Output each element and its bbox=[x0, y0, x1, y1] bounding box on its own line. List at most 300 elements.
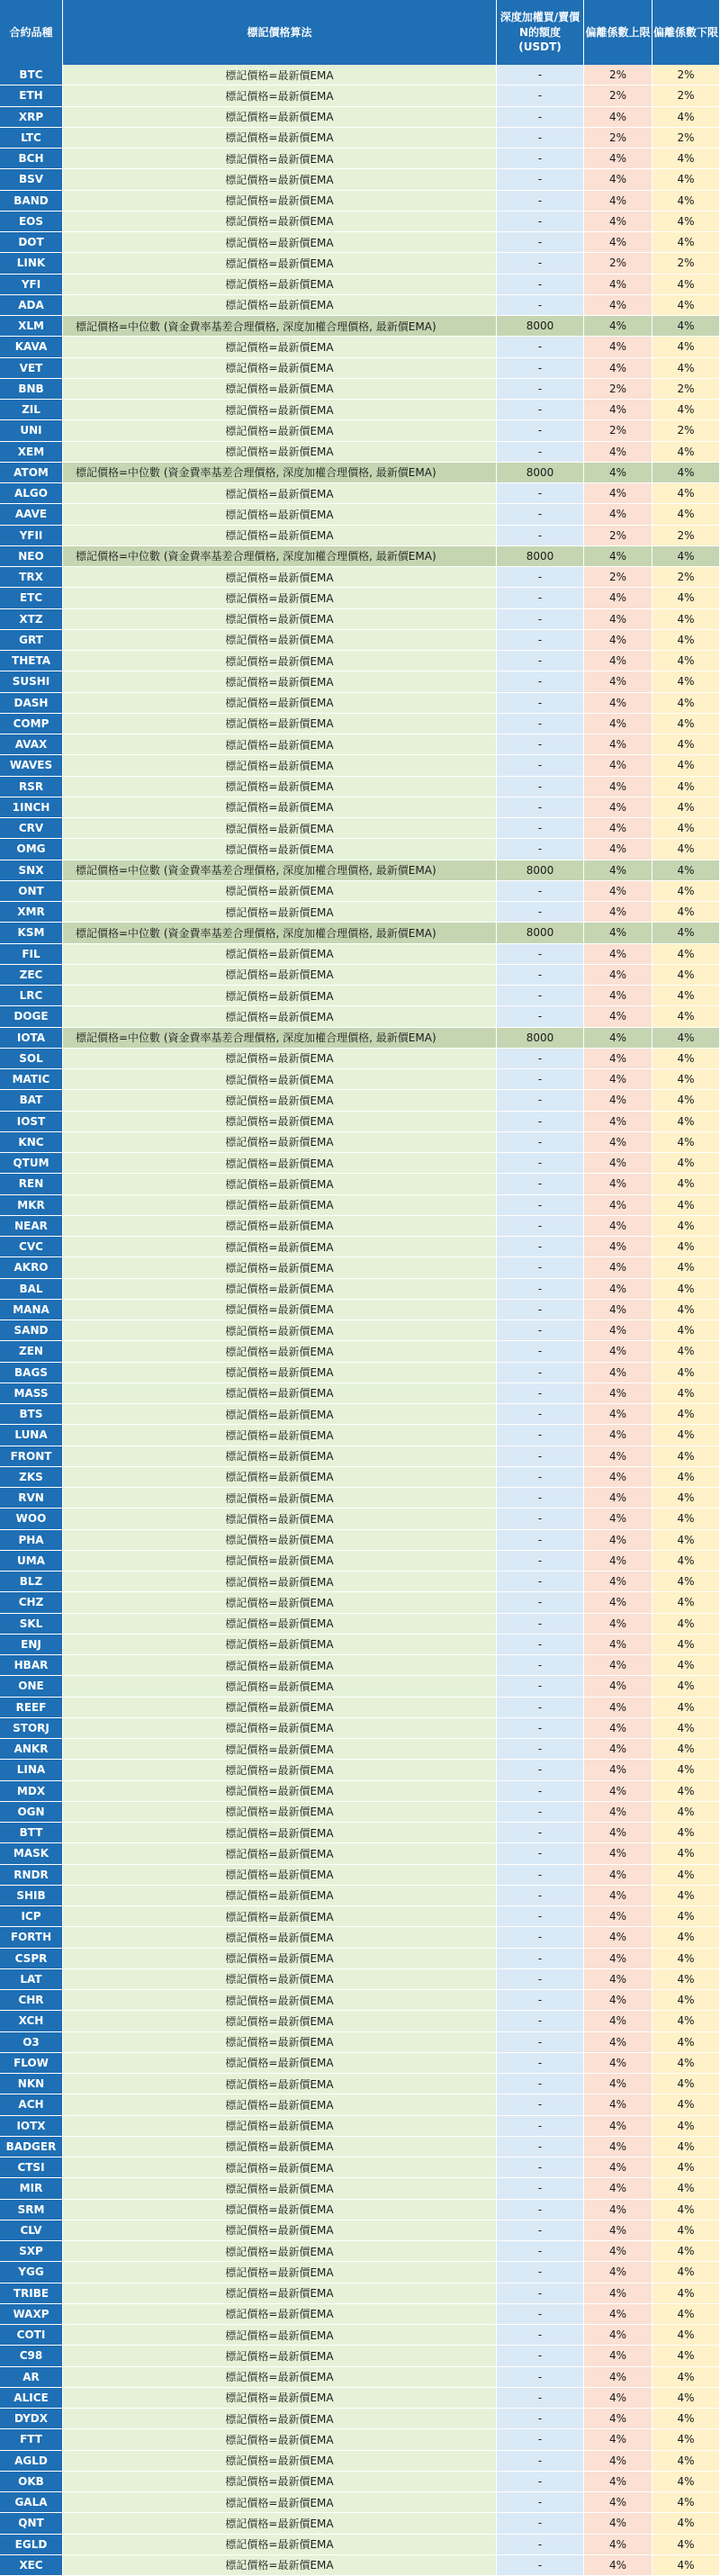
cell-method: 標記價格=最新價EMA bbox=[63, 1509, 497, 1529]
cell-method: 標記價格=最新價EMA bbox=[63, 671, 497, 692]
cell-depth: - bbox=[497, 2513, 584, 2534]
cell-symbol: C98 bbox=[0, 2346, 63, 2366]
cell-lower: 4% bbox=[652, 1927, 720, 1948]
cell-upper: 4% bbox=[584, 1341, 652, 1362]
cell-depth: - bbox=[497, 483, 584, 504]
cell-upper: 4% bbox=[584, 1069, 652, 1090]
cell-upper: 4% bbox=[584, 2492, 652, 2513]
cell-upper: 4% bbox=[584, 2283, 652, 2304]
cell-lower: 4% bbox=[652, 588, 720, 608]
cell-depth: - bbox=[497, 755, 584, 776]
cell-lower: 4% bbox=[652, 169, 720, 190]
cell-upper: 4% bbox=[584, 149, 652, 169]
cell-lower: 4% bbox=[652, 986, 720, 1006]
cell-symbol: TRIBE bbox=[0, 2283, 63, 2304]
table-header bbox=[0, 0, 720, 65]
cell-method: 標記價格=最新價EMA bbox=[63, 1760, 497, 1780]
table-row bbox=[0, 1257, 720, 1278]
cell-lower: 4% bbox=[652, 442, 720, 463]
cell-symbol: BSV bbox=[0, 169, 63, 190]
cell-upper: 4% bbox=[584, 1028, 652, 1049]
table-row bbox=[0, 2367, 720, 2388]
cell-depth: 8000 bbox=[497, 923, 584, 943]
cell-method: 標記價格=最新價EMA bbox=[63, 2325, 497, 2346]
cell-upper: 4% bbox=[584, 1572, 652, 1592]
cell-symbol: BAND bbox=[0, 191, 63, 212]
cell-upper: 4% bbox=[584, 881, 652, 902]
cell-method: 標記價格=最新價EMA bbox=[63, 1969, 497, 1990]
cell-lower: 4% bbox=[652, 275, 720, 295]
table-row bbox=[0, 253, 720, 274]
table-row bbox=[0, 1655, 720, 1676]
cell-method: 標記價格=最新價EMA bbox=[63, 2492, 497, 2513]
table-row bbox=[0, 275, 720, 295]
cell-lower: 4% bbox=[652, 1676, 720, 1697]
table-row bbox=[0, 1906, 720, 1927]
cell-method: 標記價格=最新價EMA bbox=[63, 818, 497, 839]
cell-depth: - bbox=[497, 275, 584, 295]
cell-depth: - bbox=[497, 337, 584, 357]
cell-method: 標記價格=最新價EMA bbox=[63, 232, 497, 253]
cell-symbol: RSR bbox=[0, 777, 63, 797]
cell-symbol: MKR bbox=[0, 1195, 63, 1216]
cell-symbol: ICP bbox=[0, 1906, 63, 1927]
cell-method: 標記價格=最新價EMA bbox=[63, 2429, 497, 2450]
cell-upper: 4% bbox=[584, 1718, 652, 1739]
table-row bbox=[0, 1300, 720, 1320]
cell-symbol: BADGER bbox=[0, 2137, 63, 2157]
cell-symbol: LAT bbox=[0, 1969, 63, 1990]
cell-upper: 4% bbox=[584, 1990, 652, 2011]
cell-method: 標記價格=最新價EMA bbox=[63, 379, 497, 400]
cell-upper: 4% bbox=[584, 1739, 652, 1760]
cell-upper: 4% bbox=[584, 818, 652, 839]
table-row bbox=[0, 777, 720, 797]
cell-depth: - bbox=[497, 191, 584, 212]
cell-depth: - bbox=[497, 1927, 584, 1948]
table-row bbox=[0, 630, 720, 651]
cell-symbol: EOS bbox=[0, 212, 63, 232]
cell-symbol: BAGS bbox=[0, 1363, 63, 1383]
cell-depth: - bbox=[497, 1153, 584, 1174]
cell-method: 標記價格=最新價EMA bbox=[63, 169, 497, 190]
cell-depth: - bbox=[497, 295, 584, 316]
header-upper: 偏離係數上限 bbox=[584, 0, 652, 65]
cell-depth: 8000 bbox=[497, 316, 584, 337]
cell-depth: - bbox=[497, 944, 584, 965]
cell-lower: 4% bbox=[652, 2074, 720, 2094]
cell-method: 標記價格=最新價EMA bbox=[63, 2032, 497, 2053]
cell-method: 標記價格=最新價EMA bbox=[63, 1865, 497, 1886]
table-row bbox=[0, 588, 720, 608]
cell-lower: 4% bbox=[652, 2346, 720, 2366]
cell-depth: - bbox=[497, 2032, 584, 2053]
cell-depth: - bbox=[497, 1969, 584, 1990]
cell-depth: - bbox=[497, 1906, 584, 1927]
table-row bbox=[0, 881, 720, 902]
cell-symbol: RVN bbox=[0, 1488, 63, 1509]
cell-method: 標記價格=最新價EMA bbox=[63, 2094, 497, 2115]
cell-lower: 4% bbox=[652, 651, 720, 671]
cell-symbol: FORTH bbox=[0, 1927, 63, 1948]
cell-symbol: OMG bbox=[0, 839, 63, 860]
cell-method: 標記價格=最新價EMA bbox=[63, 1635, 497, 1655]
cell-method: 標記價格=最新價EMA bbox=[63, 651, 497, 671]
cell-lower: 4% bbox=[652, 630, 720, 651]
table-row bbox=[0, 1069, 720, 1090]
table-row bbox=[0, 714, 720, 734]
cell-depth: - bbox=[497, 1279, 584, 1300]
cell-method: 標記價格=最新價EMA bbox=[63, 2241, 497, 2262]
cell-upper: 2% bbox=[584, 420, 652, 441]
table-row bbox=[0, 1049, 720, 1069]
cell-symbol: LUNA bbox=[0, 1425, 63, 1446]
cell-upper: 4% bbox=[584, 1886, 652, 1906]
cell-upper: 4% bbox=[584, 2053, 652, 2074]
cell-upper: 4% bbox=[584, 1363, 652, 1383]
cell-depth: - bbox=[497, 1132, 584, 1153]
cell-symbol: HBAR bbox=[0, 1655, 63, 1676]
table-row bbox=[0, 1760, 720, 1780]
cell-depth: - bbox=[497, 2346, 584, 2366]
cell-upper: 4% bbox=[584, 2220, 652, 2241]
table-row bbox=[0, 2157, 720, 2178]
cell-symbol: YGG bbox=[0, 2262, 63, 2283]
cell-lower: 4% bbox=[652, 944, 720, 965]
table-row bbox=[0, 2094, 720, 2115]
cell-symbol: AKRO bbox=[0, 1257, 63, 1278]
cell-lower: 4% bbox=[652, 1195, 720, 1216]
cell-method: 標記價格=最新價EMA bbox=[63, 191, 497, 212]
cell-depth: 8000 bbox=[497, 546, 584, 567]
cell-upper: 4% bbox=[584, 1446, 652, 1467]
cell-method: 標記價格=中位數 (資金費率基差合理價格, 深度加權合理價格, 最新價EMA) bbox=[63, 860, 497, 881]
cell-upper: 4% bbox=[584, 777, 652, 797]
cell-depth: 8000 bbox=[497, 860, 584, 881]
cell-upper: 2% bbox=[584, 128, 652, 149]
cell-depth: - bbox=[497, 2472, 584, 2492]
cell-upper: 4% bbox=[584, 1383, 652, 1404]
cell-depth: - bbox=[497, 651, 584, 671]
cell-upper: 4% bbox=[584, 1530, 652, 1551]
cell-method: 標記價格=最新價EMA bbox=[63, 2555, 497, 2576]
table-row bbox=[0, 504, 720, 525]
table-row bbox=[0, 671, 720, 692]
cell-lower: 4% bbox=[652, 1802, 720, 1823]
table-row bbox=[0, 734, 720, 755]
cell-symbol: CRV bbox=[0, 818, 63, 839]
cell-depth: - bbox=[497, 1069, 584, 1090]
cell-depth: - bbox=[497, 2200, 584, 2220]
cell-method: 標記價格=最新價EMA bbox=[63, 504, 497, 525]
cell-depth: - bbox=[497, 379, 584, 400]
cell-depth: - bbox=[497, 714, 584, 734]
table-row bbox=[0, 2325, 720, 2346]
table-row bbox=[0, 693, 720, 714]
cell-depth: - bbox=[497, 588, 584, 608]
cell-depth: - bbox=[497, 839, 584, 860]
cell-lower: 4% bbox=[652, 881, 720, 902]
cell-upper: 4% bbox=[584, 316, 652, 337]
cell-lower: 4% bbox=[652, 1530, 720, 1551]
cell-symbol: 1INCH bbox=[0, 797, 63, 818]
cell-symbol: COMP bbox=[0, 714, 63, 734]
cell-lower: 4% bbox=[652, 2053, 720, 2074]
cell-method: 標記價格=最新價EMA bbox=[63, 400, 497, 420]
cell-symbol: ETH bbox=[0, 86, 63, 106]
cell-lower: 4% bbox=[652, 2262, 720, 2283]
table-row bbox=[0, 420, 720, 441]
cell-upper: 4% bbox=[584, 1300, 652, 1320]
cell-lower: 4% bbox=[652, 1906, 720, 1927]
table-row bbox=[0, 986, 720, 1006]
cell-upper: 4% bbox=[584, 1404, 652, 1425]
cell-lower: 4% bbox=[652, 2451, 720, 2472]
cell-upper: 4% bbox=[584, 107, 652, 128]
cell-upper: 4% bbox=[584, 1509, 652, 1529]
cell-upper: 4% bbox=[584, 944, 652, 965]
cell-upper: 4% bbox=[584, 232, 652, 253]
table-row bbox=[0, 1509, 720, 1529]
cell-depth: - bbox=[497, 232, 584, 253]
cell-upper: 4% bbox=[584, 2137, 652, 2157]
cell-method: 標記價格=最新價EMA bbox=[63, 714, 497, 734]
cell-lower: 4% bbox=[652, 483, 720, 504]
cell-depth: - bbox=[497, 65, 584, 86]
cell-depth: - bbox=[497, 1509, 584, 1529]
cell-lower: 4% bbox=[652, 107, 720, 128]
cell-symbol: YFI bbox=[0, 275, 63, 295]
cell-symbol: GALA bbox=[0, 2492, 63, 2513]
table-row bbox=[0, 2032, 720, 2053]
cell-symbol: ZEC bbox=[0, 965, 63, 986]
cell-symbol: TRX bbox=[0, 567, 63, 588]
table-row bbox=[0, 400, 720, 420]
cell-symbol: SRM bbox=[0, 2200, 63, 2220]
cell-method: 標記價格=最新價EMA bbox=[63, 2346, 497, 2366]
table-row bbox=[0, 169, 720, 190]
cell-symbol: BAL bbox=[0, 1279, 63, 1300]
table-row bbox=[0, 1383, 720, 1404]
cell-lower: 4% bbox=[652, 1363, 720, 1383]
cell-method: 標記價格=最新價EMA bbox=[63, 965, 497, 986]
cell-symbol: NEO bbox=[0, 546, 63, 567]
cell-lower: 4% bbox=[652, 1446, 720, 1467]
cell-upper: 4% bbox=[584, 1760, 652, 1780]
cell-lower: 4% bbox=[652, 1320, 720, 1341]
cell-lower: 2% bbox=[652, 420, 720, 441]
cell-method: 標記價格=最新價EMA bbox=[63, 902, 497, 923]
cell-method: 標記價格=最新價EMA bbox=[63, 1006, 497, 1027]
cell-method: 標記價格=最新價EMA bbox=[63, 1216, 497, 1237]
cell-method: 標記價格=最新價EMA bbox=[63, 2137, 497, 2157]
cell-upper: 4% bbox=[584, 1216, 652, 1237]
cell-symbol: GRT bbox=[0, 630, 63, 651]
cell-upper: 2% bbox=[584, 86, 652, 106]
cell-lower: 4% bbox=[652, 1949, 720, 1969]
cell-symbol: SUSHI bbox=[0, 671, 63, 692]
cell-depth: - bbox=[497, 2053, 584, 2074]
cell-symbol: DYDX bbox=[0, 2409, 63, 2429]
cell-symbol: XMR bbox=[0, 902, 63, 923]
cell-method: 標記價格=最新價EMA bbox=[63, 1614, 497, 1635]
table-row bbox=[0, 2472, 720, 2492]
cell-method: 標記價格=最新價EMA bbox=[63, 1551, 497, 1572]
table-row bbox=[0, 1802, 720, 1823]
cell-symbol: MDX bbox=[0, 1781, 63, 1802]
cell-symbol: ATOM bbox=[0, 463, 63, 483]
cell-lower: 4% bbox=[652, 839, 720, 860]
cell-method: 標記價格=最新價EMA bbox=[63, 2513, 497, 2534]
cell-symbol: IOTX bbox=[0, 2116, 63, 2137]
cell-symbol: LINA bbox=[0, 1760, 63, 1780]
cell-lower: 4% bbox=[652, 2094, 720, 2115]
cell-symbol: KNC bbox=[0, 1132, 63, 1153]
cell-method: 標記價格=最新價EMA bbox=[63, 1320, 497, 1341]
cell-upper: 4% bbox=[584, 169, 652, 190]
cell-method: 標記價格=最新價EMA bbox=[63, 755, 497, 776]
cell-symbol: WOO bbox=[0, 1509, 63, 1529]
cell-depth: - bbox=[497, 1425, 584, 1446]
cell-depth: - bbox=[497, 1363, 584, 1383]
cell-depth: - bbox=[497, 630, 584, 651]
cell-symbol: THETA bbox=[0, 651, 63, 671]
cell-symbol: EGLD bbox=[0, 2535, 63, 2555]
table-row bbox=[0, 2241, 720, 2262]
cell-lower: 4% bbox=[652, 1216, 720, 1237]
cell-lower: 4% bbox=[652, 1739, 720, 1760]
cell-upper: 4% bbox=[584, 2388, 652, 2409]
cell-depth: - bbox=[497, 818, 584, 839]
cell-symbol: KAVA bbox=[0, 337, 63, 357]
cell-method: 標記價格=最新價EMA bbox=[63, 1279, 497, 1300]
cell-symbol: BTT bbox=[0, 1823, 63, 1843]
table-row bbox=[0, 546, 720, 567]
cell-lower: 4% bbox=[652, 1237, 720, 1257]
cell-depth: - bbox=[497, 2241, 584, 2262]
header-depth: 深度加權買/賣價N的額度 (USDT) bbox=[497, 0, 584, 65]
cell-lower: 4% bbox=[652, 1551, 720, 1572]
cell-symbol: FTT bbox=[0, 2429, 63, 2450]
cell-symbol: SKL bbox=[0, 1614, 63, 1635]
cell-lower: 4% bbox=[652, 1049, 720, 1069]
cell-depth: - bbox=[497, 169, 584, 190]
cell-symbol: NKN bbox=[0, 2074, 63, 2094]
cell-upper: 4% bbox=[584, 212, 652, 232]
cell-depth: - bbox=[497, 2555, 584, 2576]
cell-upper: 4% bbox=[584, 2011, 652, 2031]
cell-depth: - bbox=[497, 1300, 584, 1320]
table-row bbox=[0, 818, 720, 839]
cell-upper: 4% bbox=[584, 2409, 652, 2429]
cell-symbol: PHA bbox=[0, 1530, 63, 1551]
cell-symbol: O3 bbox=[0, 2032, 63, 2053]
cell-upper: 4% bbox=[584, 755, 652, 776]
cell-method: 標記價格=最新價EMA bbox=[63, 442, 497, 463]
cell-method: 標記價格=最新價EMA bbox=[63, 212, 497, 232]
cell-method: 標記價格=最新價EMA bbox=[63, 337, 497, 357]
cell-depth: - bbox=[497, 1781, 584, 1802]
cell-upper: 4% bbox=[584, 1153, 652, 1174]
cell-depth: - bbox=[497, 734, 584, 755]
cell-symbol: ENJ bbox=[0, 1635, 63, 1655]
cell-method: 標記價格=最新價EMA bbox=[63, 2053, 497, 2074]
cell-upper: 4% bbox=[584, 1425, 652, 1446]
cell-depth: - bbox=[497, 609, 584, 630]
cell-depth: - bbox=[497, 1174, 584, 1194]
cell-upper: 4% bbox=[584, 1927, 652, 1948]
cell-symbol: ANKR bbox=[0, 1739, 63, 1760]
cell-upper: 4% bbox=[584, 2367, 652, 2388]
table-row bbox=[0, 1279, 720, 1300]
cell-upper: 4% bbox=[584, 463, 652, 483]
cell-method: 標記價格=最新價EMA bbox=[63, 797, 497, 818]
cell-method: 標記價格=中位數 (資金費率基差合理價格, 深度加權合理價格, 最新價EMA) bbox=[63, 1028, 497, 1049]
cell-method: 標記價格=最新價EMA bbox=[63, 2472, 497, 2492]
cell-depth: - bbox=[497, 1383, 584, 1404]
cell-upper: 4% bbox=[584, 923, 652, 943]
cell-symbol: XEC bbox=[0, 2555, 63, 2576]
cell-symbol: IOTA bbox=[0, 1028, 63, 1049]
table-row bbox=[0, 379, 720, 400]
cell-upper: 4% bbox=[584, 2074, 652, 2094]
cell-depth: - bbox=[497, 400, 584, 420]
table-row bbox=[0, 1404, 720, 1425]
table-row bbox=[0, 149, 720, 169]
cell-symbol: REN bbox=[0, 1174, 63, 1194]
cell-upper: 4% bbox=[584, 797, 652, 818]
cell-lower: 4% bbox=[652, 1383, 720, 1404]
cell-lower: 4% bbox=[652, 2325, 720, 2346]
cell-symbol: VET bbox=[0, 358, 63, 379]
cell-method: 標記價格=最新價EMA bbox=[63, 1949, 497, 1969]
cell-lower: 4% bbox=[652, 2429, 720, 2450]
cell-method: 標記價格=最新價EMA bbox=[63, 1153, 497, 1174]
cell-upper: 4% bbox=[584, 442, 652, 463]
table-row bbox=[0, 2429, 720, 2450]
cell-lower: 4% bbox=[652, 1069, 720, 1090]
cell-depth: - bbox=[497, 1698, 584, 1718]
cell-upper: 4% bbox=[584, 1676, 652, 1697]
cell-method: 標記價格=最新價EMA bbox=[63, 1488, 497, 1509]
table-row bbox=[0, 1781, 720, 1802]
cell-symbol: MIR bbox=[0, 2178, 63, 2199]
cell-symbol: LRC bbox=[0, 986, 63, 1006]
cell-lower: 4% bbox=[652, 2220, 720, 2241]
table-row bbox=[0, 1572, 720, 1592]
cell-symbol: STORJ bbox=[0, 1718, 63, 1739]
table-row bbox=[0, 1718, 720, 1739]
cell-upper: 4% bbox=[584, 2262, 652, 2283]
table-row bbox=[0, 2513, 720, 2534]
cell-symbol: MASS bbox=[0, 1383, 63, 1404]
cell-symbol: AVAX bbox=[0, 734, 63, 755]
cell-depth: - bbox=[497, 1257, 584, 1278]
cell-depth: - bbox=[497, 1572, 584, 1592]
cell-upper: 4% bbox=[584, 2429, 652, 2450]
cell-method: 標記價格=最新價EMA bbox=[63, 65, 497, 86]
cell-upper: 4% bbox=[584, 2346, 652, 2366]
cell-method: 標記價格=最新價EMA bbox=[63, 881, 497, 902]
cell-lower: 2% bbox=[652, 65, 720, 86]
cell-lower: 4% bbox=[652, 1655, 720, 1676]
cell-method: 標記價格=最新價EMA bbox=[63, 2074, 497, 2094]
cell-lower: 4% bbox=[652, 1886, 720, 1906]
cell-method: 標記價格=最新價EMA bbox=[63, 1718, 497, 1739]
cell-upper: 4% bbox=[584, 1698, 652, 1718]
cell-method: 標記價格=最新價EMA bbox=[63, 1049, 497, 1069]
cell-symbol: CHZ bbox=[0, 1592, 63, 1613]
